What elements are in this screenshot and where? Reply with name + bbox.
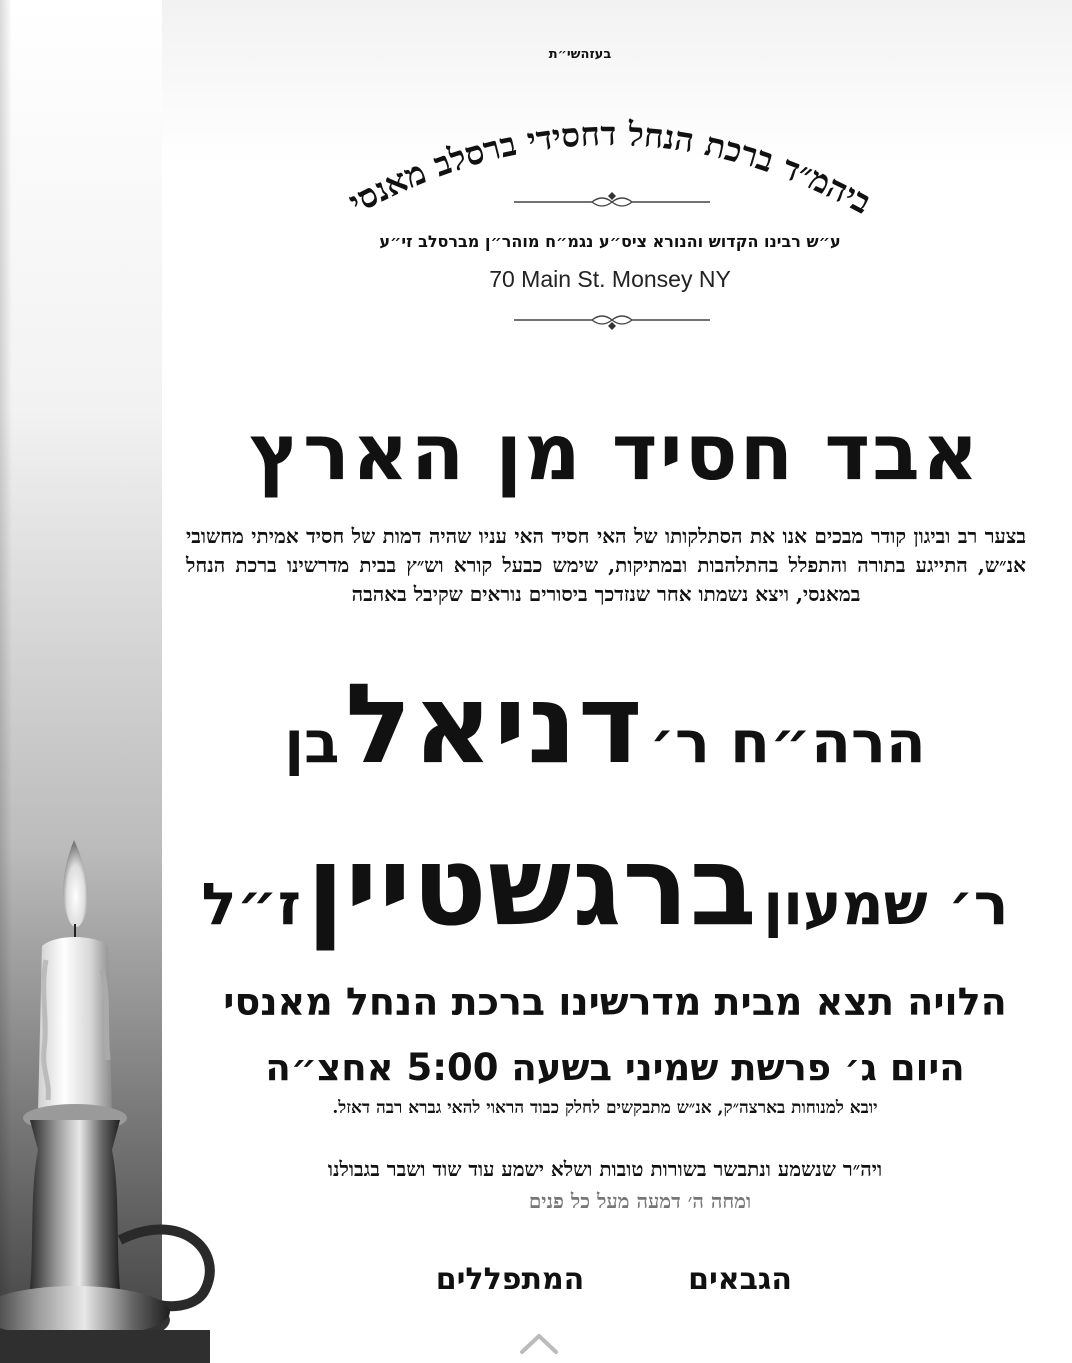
address: 70 Main St. Monsey NY	[489, 266, 731, 292]
ornament-divider-icon	[512, 190, 712, 212]
header-subtitle: ע״ש רבינו הקדוש והנורא ציס״ע נגמ״ח מוהר״ן מברסלב זי״ע	[379, 232, 841, 251]
header-abbreviation: בעזהשי״ת	[548, 47, 612, 62]
deceased-surname: ברגשטיין	[306, 822, 758, 950]
burial-note: יובא למנוחות בארצה״ק, אנ״ש מתבקשים לחלק כבוד הראוי להאי גברא רבה דאזל.	[332, 1098, 878, 1118]
deceased-name-line	[170, 660, 1040, 800]
deceased-surname-line	[170, 822, 1040, 962]
deceased-ben: בן	[284, 708, 340, 776]
funeral-location: הלויה תצא מבית מדרשינו ברכת הנחל מאנסי	[223, 980, 1007, 1024]
headline: אבד חסיד מן הארץ	[249, 408, 981, 498]
arc-title-text: ביהמ״ד ברכת הנחל דחסידי ברסלב מאנסי	[342, 113, 878, 222]
ornament-divider-icon	[512, 310, 712, 332]
chevron-up-icon[interactable]	[516, 1328, 562, 1358]
funeral-time: היום ג׳ פרשת שמיני בשעה 5:00 אחצ״ה	[265, 1046, 965, 1089]
signature-gabbaim: הגבאים	[688, 1262, 792, 1297]
deceased-suffix: ז״ל	[201, 870, 301, 938]
intro-paragraph: בצער רב וביגון קודר מבכים אנו את הסתלקותו של האי חסיד האי עניו שהיה דמות של חסיד אמיתי מחשובי אנ״ש, התייגע בתורה והתפלל בהתלהבות ובמתיקות, שימש כבעל קורא וש״ץ בבית מדרשינו ברכת הנחל במאנסי, ויצא נשמתו אחר שנזדכך ביסורים נוראים שקיבל באהבה	[186, 524, 1026, 606]
deceased-title: הרה״ח ר׳	[649, 708, 926, 776]
candle-icon	[0, 820, 240, 1363]
blessing-line-2: ומחה ה׳ דמעה מעל כל פנים	[528, 1189, 752, 1213]
deceased-father: ר׳ שמעון	[763, 870, 1009, 938]
blessing-line-1: ויה״ר שנשמע ונתבשר בשורות טובות ושלא ישמע עוד שוד ושבר בגבולנו	[327, 1157, 883, 1181]
signature-mitpalelim: המתפללים	[435, 1262, 585, 1297]
deceased-first-name: דניאל	[345, 660, 644, 788]
